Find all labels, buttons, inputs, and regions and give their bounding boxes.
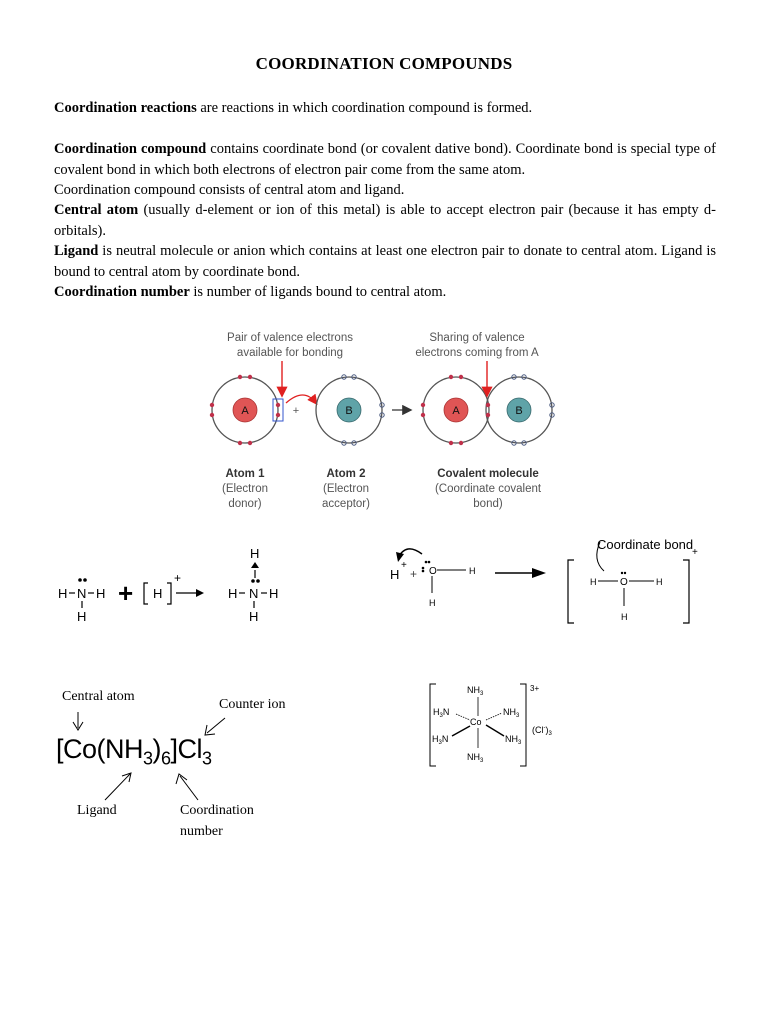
term: Coordination reactions — [54, 100, 197, 116]
ligand-back-left: $H_3N$ — [433, 707, 450, 719]
term: Ligand — [54, 243, 99, 259]
proton-charge: + — [401, 560, 407, 571]
proton-h: H — [153, 586, 163, 601]
water-h-right: H — [469, 566, 476, 576]
label-pair-line2: available for bonding — [236, 347, 344, 359]
definition: is neutral molecule or anion which contains at least one electron pair to donate to central atom. Ligand is bound to central atom by coordinate bond. — [54, 243, 716, 280]
ligand-front-right: $NH_3$ — [505, 734, 522, 746]
atom2-title: Atom 2 — [326, 468, 366, 480]
definition: are reactions in which coordination compound is formed. — [196, 100, 533, 116]
atom1-sub2: donor) — [228, 498, 262, 510]
ligand-top: $NH_3$ — [467, 685, 484, 697]
ligand-back-right: $NH_3$ — [503, 707, 520, 719]
atom2-sub2: acceptor) — [322, 498, 370, 510]
ammonium-h-bottom: H — [249, 609, 259, 624]
proton-charge: + — [174, 571, 182, 585]
hydronium-h-bottom: H — [621, 612, 628, 622]
ammonium-h-left: H — [228, 586, 238, 601]
hydronium-o: O — [620, 577, 628, 588]
h-bottom: H — [77, 609, 87, 624]
paragraph-central-atom — [54, 200, 716, 241]
definition: Coordination compound consists of central atom and ligand. — [54, 182, 405, 198]
h-left: H — [58, 586, 68, 601]
counter-ion-label: Counter ion — [219, 697, 286, 712]
paragraph-ligand — [54, 241, 716, 282]
central-atom-label: Central atom — [62, 689, 135, 704]
label-sharing-line2: electrons coming from A — [415, 347, 539, 359]
atom1-sub1: (Electron — [221, 483, 269, 495]
molecule-atom-a: A — [452, 405, 460, 417]
ligand-bottom: $NH_3$ — [467, 752, 484, 764]
complex-formula: $[Co(NH_3)_6]Cl_3$ — [56, 734, 212, 769]
ammonium-n: N — [249, 586, 259, 601]
ammonium-h-top: H — [250, 546, 260, 561]
page-title: COORDINATION COMPOUNDS — [255, 54, 513, 73]
paragraph-coordination-reactions — [54, 98, 716, 119]
water-h-bottom: H — [429, 598, 436, 608]
coordination-label-line1: Coordination — [180, 803, 254, 818]
term: Coordination number — [54, 284, 190, 300]
counter-ion: $(Cl^-)_3$ — [532, 725, 552, 737]
ammonium-formation-equation — [50, 540, 300, 630]
paragraph-coordination-number — [54, 282, 716, 303]
atom1-title: Atom 1 — [225, 468, 265, 480]
hydronium-h-left: H — [590, 577, 597, 587]
molecule-sub1: (Coordinate covalent — [434, 483, 542, 495]
definition: (usually d-element or ion of this metal) is able to accept electron pair (because it has empty d-orbitals). — [54, 202, 717, 239]
coordination-label-line2: number — [180, 824, 223, 839]
molecule-title: Covalent molecule — [437, 468, 539, 480]
coordinate-bond-label: Coordinate bond — [597, 537, 694, 552]
ligand-front-left: $H_3N$ — [432, 734, 449, 746]
label-sharing-line1: Sharing of valence — [429, 332, 525, 344]
atom-a-label: A — [241, 405, 249, 417]
plus-sign: + — [292, 405, 300, 417]
atom-1 — [210, 375, 283, 445]
plus-sign: + — [410, 567, 418, 581]
complex-charge: 3+ — [530, 684, 540, 693]
label-pair-line1: Pair of valence electrons — [227, 332, 353, 344]
hydronium-charge: + — [692, 547, 698, 558]
paragraph-coordination-compound — [54, 139, 716, 180]
donate-arrow — [286, 395, 316, 403]
molecule-atom-b: B — [515, 405, 523, 417]
paragraph-composition — [54, 180, 716, 201]
n-atom: N — [77, 586, 87, 601]
coordinate-bond-diagram — [200, 325, 570, 520]
hydronium-h-right: H — [656, 577, 663, 587]
octahedral-complex-structure — [420, 678, 580, 770]
central-co: Co — [470, 717, 482, 727]
term: Coordination compound — [54, 141, 207, 157]
hydronium-formation-equation — [380, 530, 710, 630]
atom-2 — [316, 375, 384, 445]
proton-h: H — [390, 567, 400, 582]
definition: contains coordinate bond (or covalent dative bond). Coordinate bond is special type of covalent bond in which both electrons of electron pair come from the same atom. — [54, 141, 716, 178]
h-right: H — [96, 586, 106, 601]
ligand-label: Ligand — [77, 803, 117, 818]
definition: is number of ligands bound to central atom. — [189, 284, 447, 300]
ammonium-h-right: H — [269, 586, 279, 601]
atom2-sub1: (Electron — [322, 483, 370, 495]
atom-b-label: B — [345, 405, 353, 417]
term: Central atom — [54, 202, 139, 218]
molecule-sub2: bond) — [473, 498, 503, 510]
plus-operator: + — [118, 578, 134, 608]
water-o: O — [429, 566, 437, 577]
